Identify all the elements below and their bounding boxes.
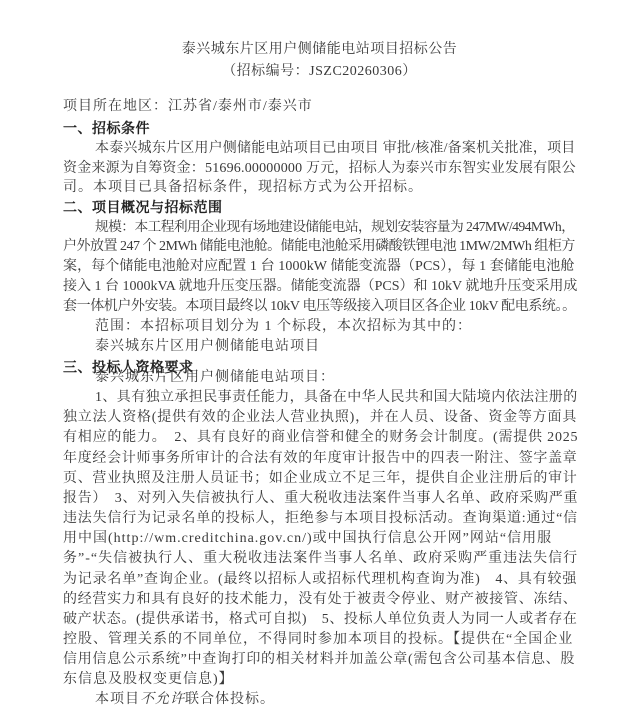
- paragraph-line: 规模：本工程利用企业现有场地建设储能电站，规划安装容量为 247MW/494MWh，: [95, 219, 575, 234]
- consortium-prefix: 本项目: [95, 692, 140, 707]
- section-2-heading: 二、项目概况与招标范围: [63, 199, 223, 215]
- section-3-heading: 三、投标人资格要求: [63, 359, 194, 375]
- section-1-heading: 一、招标条件: [63, 120, 150, 136]
- paragraph-line: 1、具有独立承担民事责任能力，具备在中华人民共和国大陆境内依法注册的: [95, 390, 578, 405]
- paragraph-line: 的经营实力和具有良好的技术能力，没有处于被责令停业、财产被接管、冻结、: [63, 592, 578, 607]
- tender-number: （招标编号：JSZC20260306）: [222, 64, 417, 79]
- paragraph-line: 违法失信行为记录名单的投标人，拒绝参与本项目投标活动。查询渠道:通过“信: [63, 511, 578, 526]
- paragraph-line: 务”-“失信被执行人、重大税收违法案件当事人名单、政府采购严重违法失信行: [63, 551, 579, 566]
- paragraph-line: 报告） 3、对列入失信被执行人、重大税收违法案件当事人名单、政府采购严重: [63, 491, 579, 506]
- paragraph-line: 户外放置 247 个 2MWh 储能电池舱。储能电池舱采用磷酸铁锂电池 1MW/2MWh 组柜方: [63, 239, 575, 254]
- consortium-emphasis: 不允许: [140, 692, 185, 707]
- page-title: 泰兴城东片区用户侧储能电站项目招标公告: [181, 42, 458, 57]
- paragraph-line: 东信息及股权变更信息)】: [63, 672, 234, 687]
- paragraph-line: 控股、管理关系的不同单位，不得同时参加本项目的投标。【提供在“全国企业: [63, 632, 574, 647]
- paragraph-line: 用中国(http://wm.creditchina.gov.cn/)或中国执行信息公开网”网站“信用服: [63, 531, 553, 546]
- paragraph-line: 司。本项目已具备招标条件，现招标方式为公开招标。: [63, 180, 423, 195]
- paragraph-line: 泰兴城东片区用户侧储能电站项目: [95, 339, 320, 354]
- paragraph-line: 独立法人资格(提供有效的企业法人营业执照)，并在人员、设备、资金等方面具: [63, 410, 578, 425]
- consortium-suffix: 联合体投标。: [185, 692, 275, 707]
- paragraph-line: 为记录名单”查询企业。(最终以招标人或招标代理机构查询为准) 4、具有较强: [63, 572, 578, 587]
- paragraph-line: 年度经会计师事务所审计的合法有效的年度审计报告中的四表一附注、签字盖章: [63, 451, 578, 466]
- paragraph-line: 套一体机户外安装。本项目最终以 10kV 电压等级接入项目区各企业 10kV 配电系统。。: [63, 299, 576, 314]
- consortium-note: [95, 690, 275, 710]
- paragraph-line: 破产状态。(提供承诺书，格式可自拟) 5、投标人单位负责人为同一人或者存在: [63, 612, 578, 627]
- paragraph-line: 接入 1 台 1000kVA 就地升压变压器。储能变流器（PCS）和 10kV 就地升压变采用成: [63, 279, 578, 294]
- paragraph-line: 有相应的能力。 2、具有良好的商业信誉和健全的财务会计制度。(需提供 2025: [63, 430, 579, 445]
- project-location: 项目所在地区：江苏省/泰州市/泰兴市: [63, 99, 313, 114]
- paragraph-line: 资金来源为自筹资金：51696.00000000 万元，招标人为泰兴市东智实业发展有限公: [63, 161, 576, 176]
- paragraph-line: 案，每个储能电池舱对应配置 1 台 1000kW 储能变流器（PCS），每 1 套储能电池舱: [63, 259, 575, 274]
- paragraph-line: 本泰兴城东片区用户侧储能电站项目已由项目 审批/核准/备案机关批准，项目: [95, 141, 576, 156]
- paragraph-line: 页、营业执照及注册人员证书；如企业成立不足三年，提供自企业注册后的审计: [63, 471, 578, 486]
- paragraph-line: 泰兴城东片区用户侧储能电站项目：: [95, 370, 335, 385]
- paragraph-line: 范围：本招标项目划分为 1 个标段，本次招标为其中的：: [95, 319, 472, 334]
- paragraph-line: 信用信息公示系统”中查询打印的相关材料并加盖公章(需包含公司基本信息、股: [63, 652, 576, 667]
